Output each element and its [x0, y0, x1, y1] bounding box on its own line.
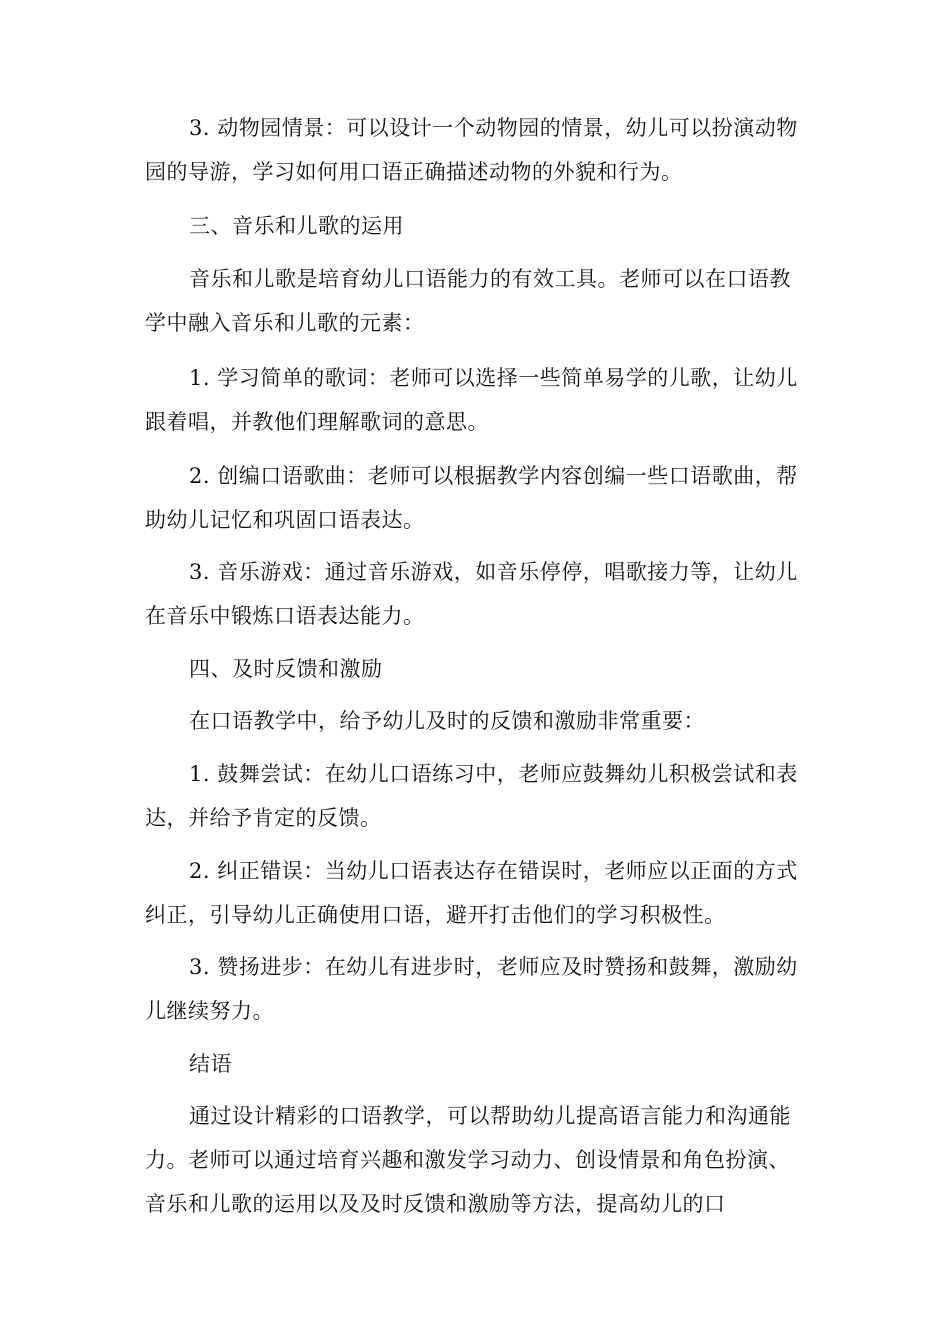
paragraph-encourage: 1. 鼓舞尝试：在幼儿口语练习中，老师应鼓舞幼儿积极尝试和表达，并给予肯定的反馈。	[145, 762, 798, 830]
paragraph-correct-errors: 2. 纠正错误：当幼儿口语表达存在错误时，老师应以正面的方式纠正，引导幼儿正确使用口语，避开打击他们的学习积极性。	[145, 859, 798, 927]
paragraph-lyrics: 1. 学习简单的歌词：老师可以选择一些简单易学的儿歌，让幼儿跟着唱，并教他们理解歌词的意思。	[145, 366, 798, 434]
section-heading-conclusion: 结语	[189, 1052, 232, 1076]
paragraph-praise: 3. 赞扬进步：在幼儿有进步时，老师应及时赞扬和鼓舞，激励幼儿继续努力。	[145, 955, 798, 1023]
paragraph-music-intro: 音乐和儿歌是培育幼儿口语能力的有效工具。老师可以在口语教学中融入音乐和儿歌的元素：	[145, 267, 791, 335]
paragraph-zoo-scenario: 3. 动物园情景：可以设计一个动物园的情景，幼儿可以扮演动物园的导游，学习如何用口语正确描述动物的外貌和行为。	[145, 116, 798, 184]
section-heading-feedback: 四、及时反馈和激励	[189, 657, 383, 681]
paragraph-music-games: 3. 音乐游戏：通过音乐游戏，如音乐停停，唱歌接力等，让幼儿在音乐中锻炼口语表达能力。	[145, 560, 798, 628]
paragraph-conclusion: 通过设计精彩的口语教学，可以帮助幼儿提高语言能力和沟通能力。老师可以通过培育兴趣和激发学习动力、创设情景和角色扮演、音乐和儿歌的运用以及及时反馈和激励等方法，提高幼儿的口	[145, 1104, 791, 1216]
paragraph-songs: 2. 创编口语歌曲：老师可以根据教学内容创编一些口语歌曲，帮助幼儿记忆和巩固口语表达。	[145, 464, 798, 532]
paragraph-feedback-intro: 在口语教学中，给予幼儿及时的反馈和激励非常重要：	[189, 709, 705, 733]
section-heading-music: 三、音乐和儿歌的运用	[189, 214, 404, 238]
